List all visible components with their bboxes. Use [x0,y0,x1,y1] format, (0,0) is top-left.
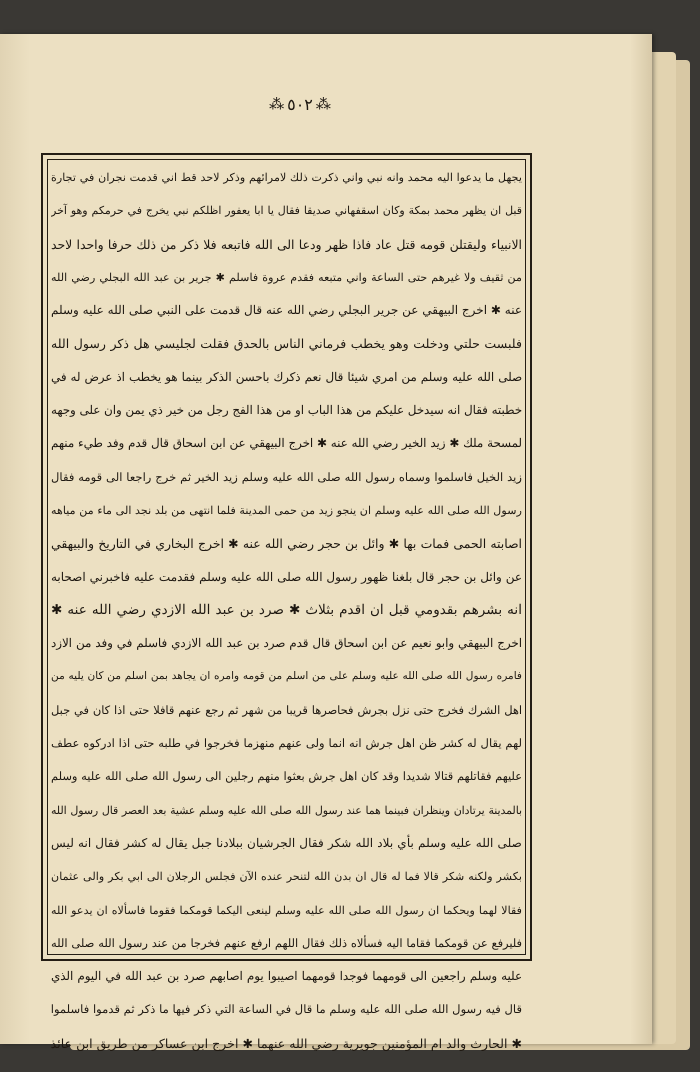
text-line: رسول الله صلى الله عليه وسلم ان ينجو زيد من حمى المدينة فلما انتهى من بلد نجد الى ماء من مياهه [51,503,522,517]
text-line: انه بشرهم بقدومي قبل ان اقدم بثلاث ✱ صرد بن عبد الله الازدي رضي الله عنه ✱ [51,601,522,618]
text-line: اصابته الحمى فمات بها ✱ وائل بن حجر رضي الله عنه ✱ اخرج البخاري في التاريخ والبيهقي [51,536,522,552]
page-number: ٥٠٢ [287,94,313,114]
book-page [0,34,652,1051]
header-ornament-left-icon: ⁂ [269,95,285,113]
text-line: عليه وسلم راجعين الى قومهما فوجدا قومهما اصيبوا يوم اصابهم صرد بن عبد الله في اليوم الذي [51,969,522,984]
text-line: يجهل ما يدعوا اليه محمد وانه نبي واني ذكرت ذلك لامرائهم وذكر لاحد قط اني قدمت نجران في تجارة [51,171,522,184]
text-line: صلى الله عليه وسلم بأي بلاد الله شكر فقال الجرشيان ببلادنا جبل يقال له كشر فقال انه ليس [51,835,522,850]
text-frame [41,153,532,1051]
text-line: عليهم فقاتلهم قتالا شديدا وقد كان اهل جرش بعثوا منهم رجلين الى رسول الله صلى الله عليه وسلم [51,769,522,784]
text-line: اخرج البيهقي وابو نعيم عن ابن اسحاق قال قدم صرد بن عبد الله الازدي فاسلم في وفد من الازد [51,636,522,651]
text-block [51,161,522,1051]
text-line: فقالا لهما ويحكما ان رسول الله صلى الله عليه وسلم لينعى اليكما قومكما فقوما فاسألاه ان يدعو الله [51,903,522,917]
text-line: ✱ الحارث والد ام المؤمنين جويرية رضي الله عنهما ✱ اخرج ابن عساكر من طريق ابن عائذ [51,1035,522,1051]
text-line: زيد الخيل فاسلموا وسماه رسول الله صلى الله عليه وسلم زيد الخير ثم خرج راجعا الى قومه فقال [51,469,522,484]
text-line: فلبست حلتي ودخلت وهو يخطب فرماني الناس بالحدق فقلت لجليسي هل ذكر رسول الله [51,336,522,352]
text-line: لهم يقال له كشر ظن اهل جرش انه انما ولى عنهم منهزما فخرجوا في طلبه حتى اذا ادركوه عطف [51,736,522,751]
header-ornament-right-icon: ⁂ [315,95,331,113]
text-line: فامره رسول الله صلى الله عليه وسلم على من اسلم من قومه وامره ان يجاهد بمن اسلم من كان يليه من [51,670,522,683]
text-line: اهل الشرك فخرج حتى نزل بجرش فحاصرها قريبا من شهر ثم رجع عنهم قافلا حتى اذا كان في جبل [51,702,522,717]
text-line: قبل ان يظهر محمد بمكة وكان اسقفهاني صديقا فقال يا ابا يعفور اظلكم نبي يخرج في حرمكم وهو آخر [51,204,522,218]
text-line: بالمدينة يرتادان وينظران فبينما هما عند رسول الله صلى الله عليه وسلم عشية بعد العصر قال رسول الله [51,803,522,817]
text-line: عن وائل بن حجر قال بلغنا ظهور رسول الله صلى الله عليه وسلم فقدمت عليه فاخبرني اصحابه [51,569,522,584]
text-line: صلى الله عليه وسلم من امري شيئا قال نعم ذكرك باحسن الذكر بينما هو يخطب اذ عرض له في [51,369,522,384]
text-line: من ثقيف ولا غيرهم حتى الساعة واني متبعه فقدم عروة فاسلم ✱ جرير بن عبد الله البجلي رضي الله [51,270,522,284]
text-line: عنه ✱ اخرج البيهقي عن جرير البجلي رضي الله عنه قال قدمت على النبي صلى الله عليه وسلم [51,303,522,318]
text-line: لمسحة ملك ✱ زيد الخير رضي الله عنه ✱ اخرج البيهقي عن ابن اسحاق قال قدم وفد طيء منهم [51,436,522,451]
text-line: بكشر ولكنه شكر قالا فما له قال ان بدن الله لتنحر عنده الآن فجلس الرجلان الى ابي بكر والى عثمان [51,870,522,884]
text-line: الانبياء وليقتلن قومه قتل عاد فاذا ظهر ودعا الى الله فاتبعه فلا ذكر من ذلك حرفا واحدا لاحد [51,236,522,252]
text-line: فليرفع عن قومكما فقاما اليه فسألاه ذلك فقال اللهم ارفع عنهم فخرجا من عند رسول الله صلى الله [51,935,522,950]
page-header [255,91,345,117]
text-line: خطبته فقال انه سيدخل عليكم من هذا الباب او من هذا الفج رجل من خير ذي يمن وان على وجهه [51,403,522,418]
text-line: قال فيه رسول الله صلى الله عليه وسلم ما قال في الساعة التي ذكر فيها ما ذكر ثم قدموا فاسلموا [51,1002,522,1017]
